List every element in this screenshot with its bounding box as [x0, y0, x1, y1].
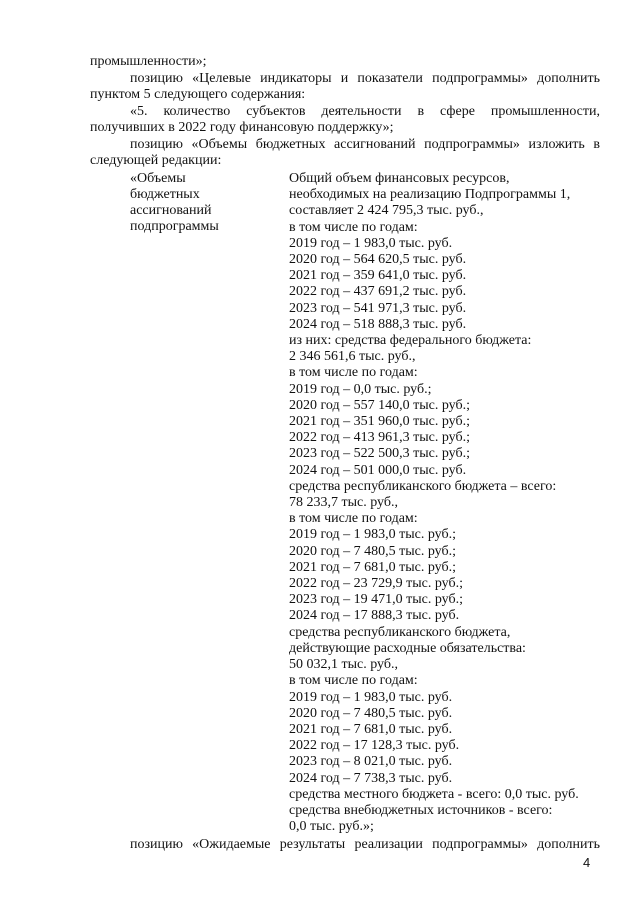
- right-cell-line: средства местного бюджета - всего: 0,0 тыс. руб.: [289, 786, 579, 802]
- outro-line: позицию «Ожидаемые результаты реализации подпрограммы» дополнить: [130, 837, 600, 852]
- right-cell-line: из них: средства федерального бюджета:: [289, 333, 532, 349]
- right-cell-line: 2019 год – 1 983,0 тыс. руб.: [289, 689, 453, 705]
- right-cell-line: 50 032,1 тыс. руб.,: [289, 657, 398, 673]
- right-cell-line: в том числе по годам:: [289, 219, 418, 235]
- right-cell-line: 2019 год – 1 983,0 тыс. руб.: [289, 235, 453, 251]
- right-cell-line: в том числе по годам:: [289, 365, 418, 381]
- page-number: 4: [583, 855, 591, 870]
- right-cell-line: средства республиканского бюджета – всего:: [289, 478, 557, 494]
- right-cell-line: необходимых на реализацию Подпрограммы 1,: [289, 187, 571, 203]
- right-cell-line: 2023 год – 19 471,0 тыс. руб.;: [289, 592, 463, 608]
- left-cell-line: бюджетных: [130, 187, 200, 202]
- table-right-column: [289, 171, 609, 835]
- right-cell-line: в том числе по годам:: [289, 673, 418, 689]
- intro-line-3: пунктом 5 следующего содержания:: [90, 87, 306, 102]
- right-cell-line: 2022 год – 17 128,3 тыс. руб.: [289, 738, 460, 754]
- right-cell-line: 2021 год – 359 641,0 тыс. руб.: [289, 268, 467, 284]
- right-cell-line: 2022 год – 23 729,9 тыс. руб.;: [289, 576, 463, 592]
- right-cell-line: 2023 год – 522 500,3 тыс. руб.;: [289, 446, 470, 462]
- intro-line-7: следующей редакции:: [90, 153, 222, 168]
- right-cell-line: 2022 год – 437 691,2 тыс. руб.: [289, 284, 467, 300]
- right-cell-line: 2022 год – 413 961,3 тыс. руб.;: [289, 430, 470, 446]
- right-cell-line: 2024 год – 7 738,3 тыс. руб.: [289, 770, 453, 786]
- left-cell-line: подпрограммы: [130, 219, 219, 234]
- right-cell-line: 2020 год – 557 140,0 тыс. руб.;: [289, 397, 470, 413]
- right-cell-line: средства республиканского бюджета,: [289, 624, 511, 640]
- right-cell-line: 2020 год – 7 480,5 тыс. руб.: [289, 705, 453, 721]
- right-cell-line: 2021 год – 7 681,0 тыс. руб.;: [289, 559, 456, 575]
- right-cell-line: 2023 год – 8 021,0 тыс. руб.: [289, 754, 453, 770]
- right-cell-line: 0,0 тыс. руб.»;: [289, 819, 374, 835]
- right-cell-line: составляет 2 424 795,3 тыс. руб.,: [289, 203, 484, 219]
- intro-line-1: промышленности»;: [90, 54, 207, 69]
- right-cell-line: действующие расходные обязательства:: [289, 640, 526, 656]
- intro-line-2: позицию «Целевые индикаторы и показатели подпрограммы» дополнить: [130, 71, 600, 86]
- right-cell-line: средства внебюджетных источников - всего:: [289, 802, 553, 818]
- table-left-column: [130, 171, 280, 235]
- left-cell-line: ассигнований: [130, 203, 212, 218]
- right-cell-line: 2021 год – 351 960,0 тыс. руб.;: [289, 414, 470, 430]
- right-cell-line: 2 346 561,6 тыс. руб.,: [289, 349, 416, 365]
- left-cell-line: «Объемы: [130, 171, 186, 186]
- right-cell-line: 2020 год – 7 480,5 тыс. руб.;: [289, 543, 456, 559]
- right-cell-line: 2021 год – 7 681,0 тыс. руб.: [289, 721, 453, 737]
- right-cell-line: 78 233,7 тыс. руб.,: [289, 495, 398, 511]
- right-cell-line: 2024 год – 518 888,3 тыс. руб.: [289, 316, 467, 332]
- right-cell-line: Общий объем финансовых ресурсов,: [289, 171, 510, 186]
- right-cell-line: 2019 год – 1 983,0 тыс. руб.;: [289, 527, 456, 543]
- right-cell-line: 2019 год – 0,0 тыс. руб.;: [289, 381, 432, 397]
- right-cell-line: 2024 год – 17 888,3 тыс. руб.: [289, 608, 460, 624]
- right-cell-line: в том числе по годам:: [289, 511, 418, 527]
- intro-line-4: «5. количество субъектов деятельности в сфере промышленности,: [130, 104, 600, 119]
- intro-line-5: получивших в 2022 году финансовую поддержку»;: [90, 120, 394, 135]
- intro-line-6: позицию «Объемы бюджетных ассигнований подпрограммы» изложить в: [130, 137, 600, 152]
- right-cell-line: 2023 год – 541 971,3 тыс. руб.: [289, 300, 467, 316]
- right-cell-line: 2024 год – 501 000,0 тыс. руб.: [289, 462, 467, 478]
- right-cell-line: 2020 год – 564 620,5 тыс. руб.: [289, 252, 467, 268]
